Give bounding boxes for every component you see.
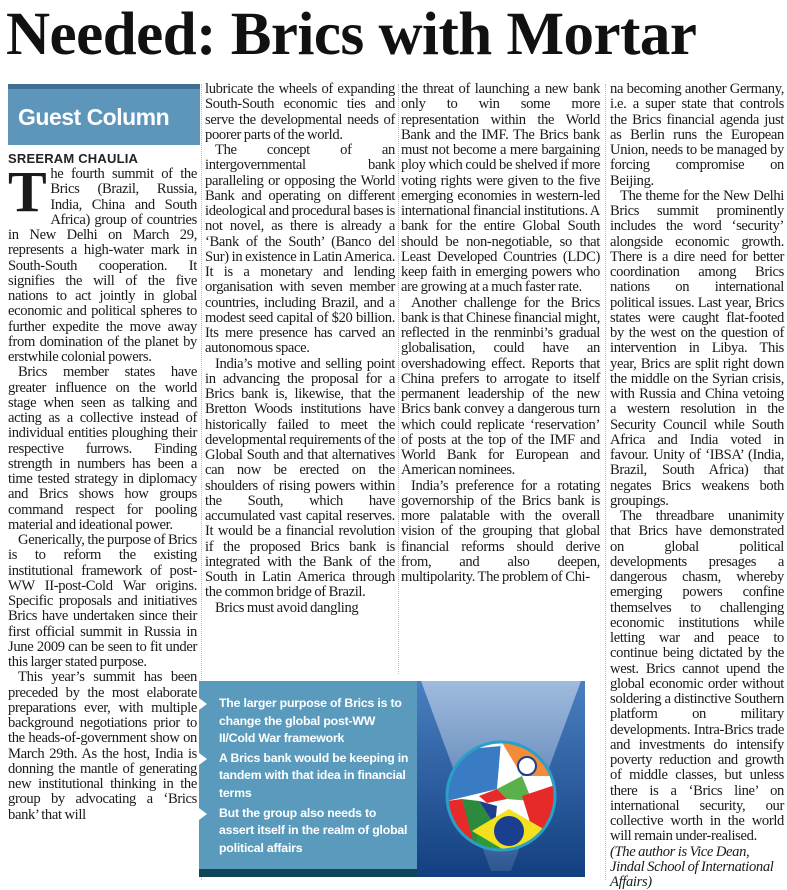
paragraph: Brics member states have greater influence on the world stage when seen as talking and acting as a collective instead of individual entities ploughing their respective furrows. Finding strength in numbers has been a time tested strategy in diplomacy and Brics shows how groups command respect for pooling material and ideational power. bbox=[8, 365, 197, 533]
paragraph: Another challenge for the Brics bank is that Chinese financial might, reflected in the renminbi’s gradual globalisation, could have an overshadowing effect. Reports that China prefers to arrogate to itself permanent leadership of the new Brics bank convey a dangerous turn which could replicate ‘reservation’ of posts at the top of the IMF and World Bank for European and American nominees. bbox=[401, 296, 600, 479]
paragraph: na becoming another Germany, i.e. a super state that controls the Brics financial agenda just as Berlin runs the European Union, needs to be managed by forcing compromise on Beijing. bbox=[610, 82, 784, 189]
highlight-item bbox=[219, 695, 409, 748]
bullet-arrow-icon bbox=[199, 698, 207, 710]
paragraph: The threadbare unanimity that Brics have demonstrated on global political developments presages a dangerous chasm, whereby emerging powers confine themselves to challenging economic institutions while letting war and peace to continue being dictated by the west. Brics cannot upend the global economic order without soldering a distinctive Southern platform on military developments. Intra-Brics trade and investments do intensify poverty reduction and growth of middle classes, but unless there is a ‘Brics line’ on international security, our collective worth in the world will remain under-realised. bbox=[610, 509, 784, 845]
paragraph: The theme for the New Delhi Brics summit prominently includes the word ‘security’ alongside economic growth. There is a dire need for better coordination among Brics nations on international political issues. Last year, Brics states were caught flat-footed by the west on the question of intervention in Libya. This year, Brics are split right down the middle on the Syrian crisis, with Russia and China vetoing a western resolution in the Security Council while South Africa and India voted in favour. Unity of ‘IBSA’ (India, Brazil, South Africa) that negates Brics weakens both groupings. bbox=[610, 189, 784, 509]
column-divider bbox=[605, 84, 606, 880]
highlight-item bbox=[219, 805, 409, 858]
highlight-text: But the group also needs to assert itself in the realm of global political affairs bbox=[219, 806, 407, 855]
paragraph: Brics must avoid dangling bbox=[205, 601, 395, 616]
highlights-bottom-bar bbox=[199, 869, 417, 877]
article-column-1 bbox=[8, 167, 197, 823]
paragraph bbox=[8, 167, 197, 365]
paragraph: lubricate the wheels of expanding South-South economic ties and serve the developmental needs of poorer parts of the world. bbox=[205, 82, 395, 143]
paragraph: Generically, the purpose of Brics is to reform the existing institutional framework of post-WW II-post-Cold War origins. Specific proposals and initiatives Brics have undertaken since their first official summit in Russia in June 2009 can be seen to fit under this larger stated purpose. bbox=[8, 533, 197, 670]
brics-flags-circle-icon bbox=[417, 681, 585, 877]
headline: Needed: Brics with Mortar bbox=[6, 0, 697, 70]
paragraph: The concept of an intergovernmental bank paralleling or opposing the World Bank and operating on different ideological and procedural bases is not novel, as there is already a ‘Bank of the South’ (Banco del Sur) in existence in Latin America. It is a monetary and lending organisation with seven member countries, including Brazil, and a modest seed capital of $20 billion. Its mere presence has carved an autonomous space. bbox=[205, 143, 395, 357]
bullet-arrow-icon bbox=[199, 808, 207, 820]
section-label bbox=[8, 84, 200, 145]
column-divider bbox=[398, 84, 399, 674]
highlight-text: A Brics bank would be keeping in tandem with that idea in financial terms bbox=[219, 751, 408, 800]
highlight-text: The larger purpose of Brics is to change the global post-WW II/Cold War framework bbox=[219, 696, 402, 745]
article-column-3 bbox=[401, 82, 600, 585]
highlights-box bbox=[199, 681, 417, 877]
article-column-2 bbox=[205, 82, 395, 616]
drop-cap: T bbox=[8, 169, 46, 215]
paragraph: This year’s summit has been preceded by the most elaborate preparations ever, with multiple background negotiations prior to the heads-of-government show on March 29th. As the host, India is donning the mantle of generating new institutional thinking in the group by advocating a ‘Brics bank’ that will bbox=[8, 670, 197, 823]
author-note: (The author is Vice Dean, Jindal School of International Affairs) bbox=[610, 845, 784, 890]
paragraph: India’s motive and selling point in advancing the proposal for a Brics bank is, likewise, that the Bretton Woods institutions have historically failed to meet the developmental requirements of the Global South and that alternatives can now be erected on the shoulders of rising powers within the South, which have accumulated vast capital reserves. It would be a financial revolution if the proposed Brics bank is integrated with the Bank of the South in Latin America through the common bridge of Brazil. bbox=[205, 357, 395, 601]
article-column-4 bbox=[610, 82, 784, 890]
paragraph: India’s preference for a rotating governorship of the Brics bank is more palatable with the overall vision of the grouping that global financial reforms should derive from, and also deepen, multipolarity. The problem of Chi- bbox=[401, 479, 600, 586]
highlight-item bbox=[219, 750, 409, 803]
paragraph: the threat of launching a new bank only to win some more representation within the World Bank and the IMF. The Brics bank must not become a mere bargaining ploy which could be shelved if more voting rights were given to the five emerging economies in western-led international financial institutions. A bank for the entire Global South should be non-negotiable, so that Least Developed Countries (LDC) keep faith in emerging powers who are growing at a much faster rate. bbox=[401, 82, 600, 296]
paragraph-text: he fourth summit of the Brics (Brazil, Russia, India, China and South Africa) group of countries in New Delhi on March 29, represents a high-water mark in South-South cooperation. It signifies the will of the five nations to act jointly in global economic and political spheres to further expedite the move away from domination of the planet by erstwhile colonial powers. bbox=[8, 166, 197, 365]
byline: SREERAM CHAULIA bbox=[8, 151, 138, 166]
section-label-text: Guest Column bbox=[18, 104, 169, 131]
bullet-arrow-icon bbox=[199, 753, 207, 765]
